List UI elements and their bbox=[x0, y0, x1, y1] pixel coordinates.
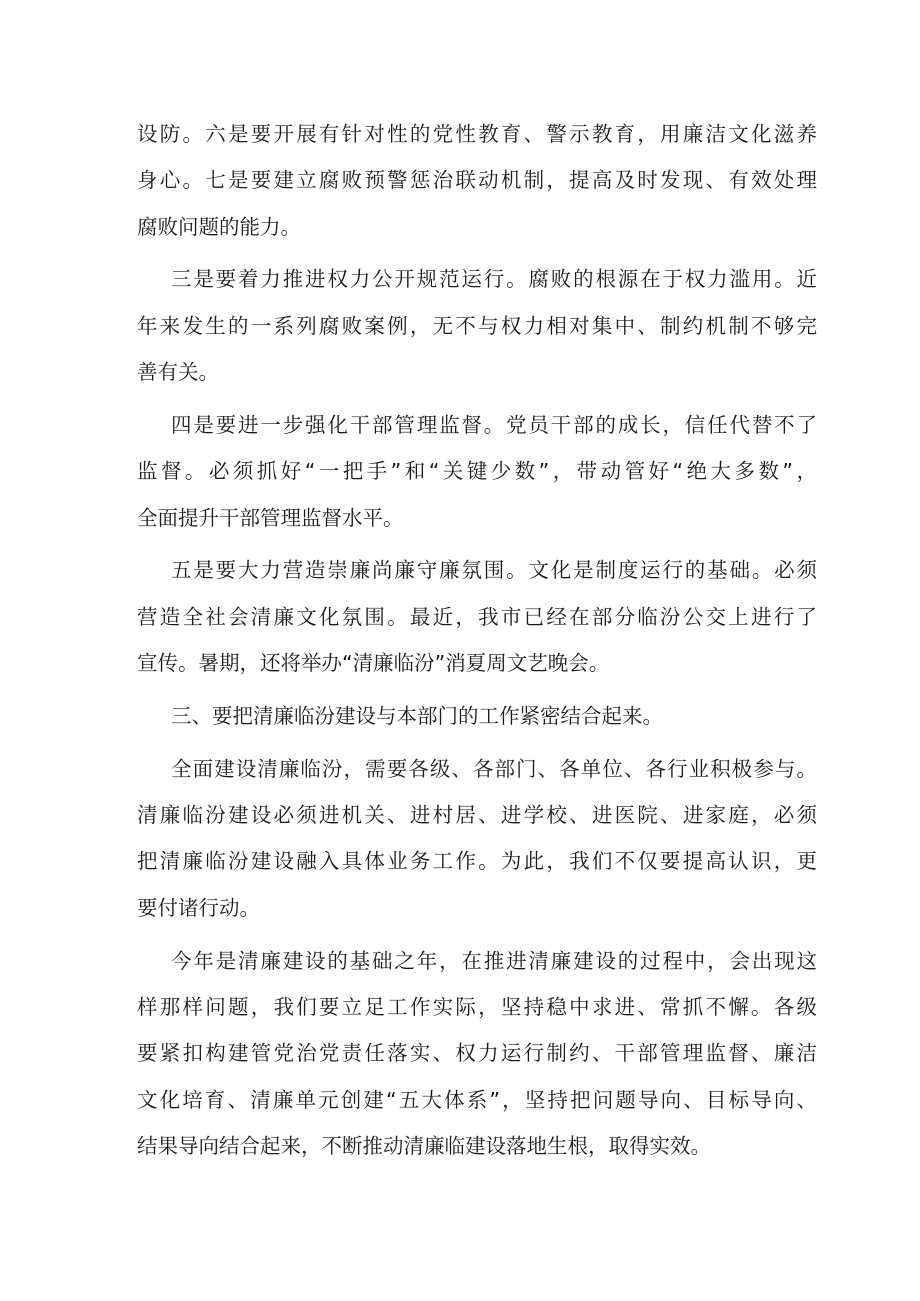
paragraph-line: 四是要进一步强化干部管理监督。党员干部的成长，信任代替不了 bbox=[171, 412, 817, 437]
document-body bbox=[137, 111, 817, 1169]
paragraph-line: 年来发生的一系列腐败案例，无不与权力相对集中、制约机制不够完 bbox=[137, 313, 817, 338]
paragraph-line: 宣传。暑期，还将举办“清廉临汾”消夏周文艺晚会。 bbox=[137, 651, 610, 676]
paragraph-line: 今年是清廉建设的基础之年，在推进清廉建设的过程中，会出现这 bbox=[171, 948, 817, 973]
paragraph-line: 全面建设清廉临汾，需要各级、各部门、各单位、各行业积极参与。 bbox=[171, 756, 817, 781]
section-heading-text: 三、要把清廉临汾建设与本部门的工作紧密结合起来。 bbox=[171, 703, 663, 728]
paragraph-line: 全面提升干部管理监督水平。 bbox=[137, 505, 404, 530]
paragraph-1 bbox=[137, 111, 817, 250]
paragraph-line: 设防。六是要开展有针对性的党性教育、警示教育，用廉洁文化滋养 bbox=[137, 122, 817, 146]
paragraph-line: 文化培育、清廉单元创建“五大体系”，坚持把问题导向、目标导向、 bbox=[137, 1087, 817, 1112]
paragraph-4 bbox=[137, 547, 817, 686]
paragraph-3 bbox=[137, 402, 817, 541]
paragraph-6 bbox=[137, 746, 817, 931]
paragraph-line: 结果导向结合起来，不断推动清廉临建设落地生根，取得实效。 bbox=[137, 1133, 711, 1158]
paragraph-line: 要紧扣构建管党治党责任落实、权力运行制约、干部管理监督、廉洁 bbox=[137, 1041, 817, 1066]
paragraph-2 bbox=[137, 256, 817, 395]
paragraph-line: 清廉临汾建设必须进机关、进村居、进学校、进医院、进家庭，必须 bbox=[137, 803, 817, 828]
paragraph-7 bbox=[137, 938, 817, 1169]
paragraph-line: 营造全社会清廉文化氛围。最近，我市已经在部分临汾公交上进行了 bbox=[137, 604, 817, 629]
paragraph-line: 要付诸行动。 bbox=[137, 895, 260, 920]
section-heading bbox=[137, 693, 817, 739]
paragraph-line: 把清廉临汾建设融入具体业务工作。为此，我们不仅要提高认识，更 bbox=[137, 849, 817, 874]
paragraph-line: 样那样问题，我们要立足工作实际，坚持稳中求进、常抓不懈。各级 bbox=[137, 994, 817, 1019]
paragraph-line: 善有关。 bbox=[137, 360, 219, 385]
paragraph-line: 身心。七是要建立腐败预警惩治联动机制，提高及时发现、有效处理 bbox=[137, 168, 817, 193]
paragraph-line: 监督。必须抓好“一把手”和“关键少数”，带动管好“绝大多数”， bbox=[137, 459, 817, 484]
paragraph-line: 三是要着力推进权力公开规范运行。腐败的根源在于权力滥用。近 bbox=[171, 267, 817, 292]
paragraph-line: 五是要大力营造崇廉尚廉守廉氛围。文化是制度运行的基础。必须 bbox=[171, 558, 817, 583]
paragraph-line: 腐败问题的能力。 bbox=[137, 214, 301, 239]
